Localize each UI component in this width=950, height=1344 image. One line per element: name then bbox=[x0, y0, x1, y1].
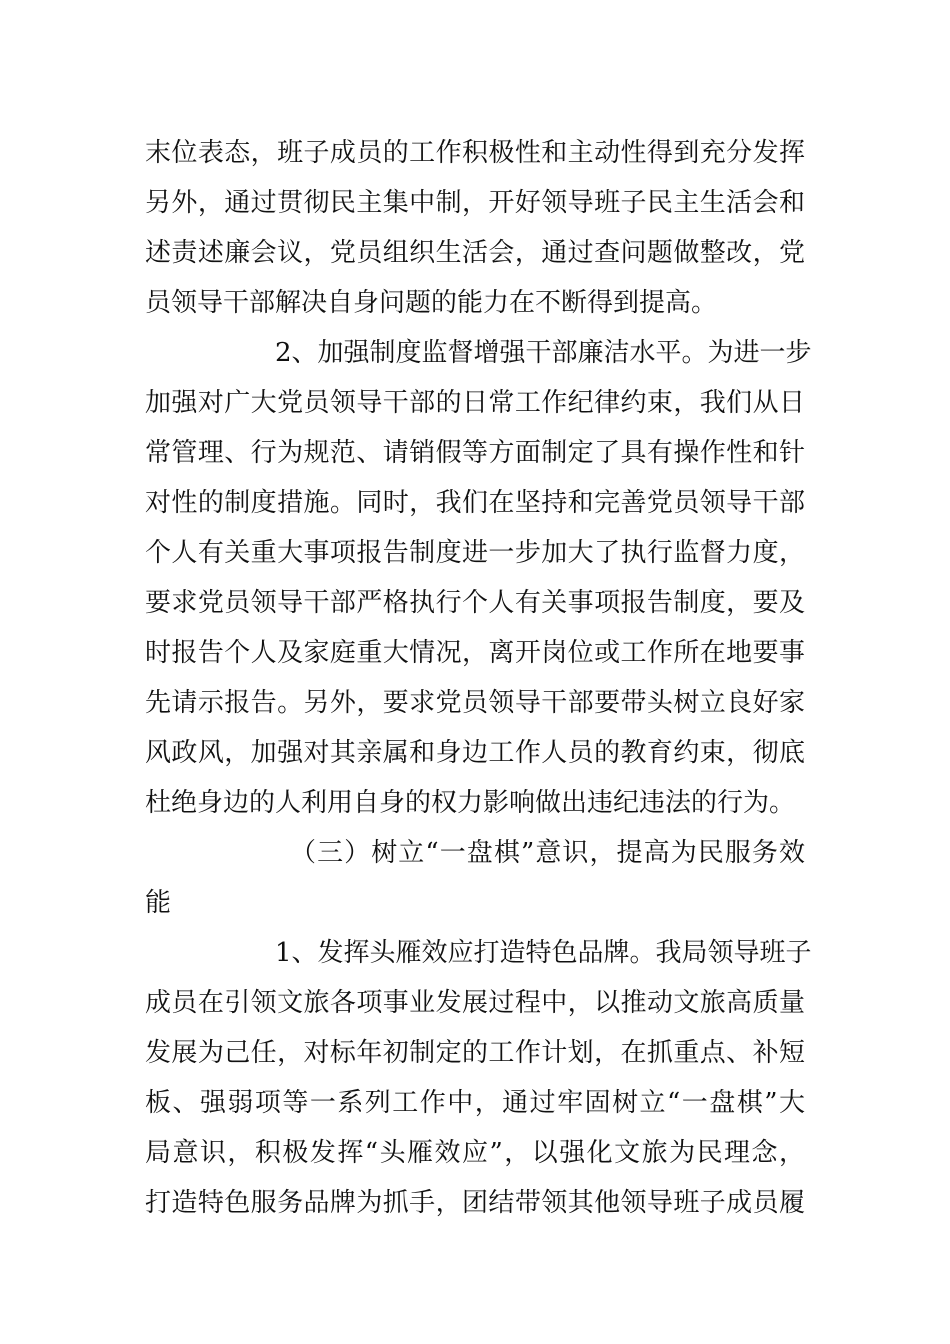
body-text-line: 杜绝身边的人利用自身的权力影响做出违纪违法的行为。 bbox=[145, 788, 796, 818]
body-text-line: 时报告个人及家庭重大情况，离开岗位或工作所在地要事 bbox=[145, 638, 805, 668]
section-heading-line: （三）树立“一盘棋”意识，提高为民服务效 bbox=[290, 838, 805, 868]
section-heading-line: 能 bbox=[145, 888, 172, 918]
body-text-line: 另外，通过贯彻民主集中制，开好领导班子民主生活会和 bbox=[145, 188, 805, 218]
body-text-line: 对性的制度措施。同时，我们在坚持和完善党员领导干部 bbox=[145, 488, 805, 518]
body-text-line: 成员在引领文旅各项事业发展过程中，以推动文旅高质量 bbox=[145, 988, 805, 1018]
body-text-line: 风政风，加强对其亲属和身边工作人员的教育约束，彻底 bbox=[145, 738, 805, 768]
body-text-line: 常管理、行为规范、请销假等方面制定了具有操作性和针 bbox=[145, 438, 805, 468]
body-text-line: 末位表态，班子成员的工作积极性和主动性得到充分发挥 bbox=[145, 138, 805, 168]
subsection-heading-line: 1、发挥头雁效应打造特色品牌。我局领导班子 bbox=[275, 938, 812, 968]
body-text-line: 个人有关重大事项报告制度进一步加大了执行监督力度， bbox=[145, 538, 805, 568]
body-text-line: 先请示报告。另外，要求党员领导干部要带头树立良好家 bbox=[145, 688, 805, 718]
body-text-line: 局意识，积极发挥“头雁效应”，以强化文旅为民理念， bbox=[145, 1138, 805, 1168]
body-text-line: 要求党员领导干部严格执行个人有关事项报告制度，要及 bbox=[145, 588, 805, 618]
body-text-line: 述责述廉会议，党员组织生活会，通过查问题做整改，党 bbox=[145, 238, 805, 268]
body-text-line: 员领导干部解决自身问题的能力在不断得到提高。 bbox=[145, 288, 718, 318]
body-text-line: 打造特色服务品牌为抓手，团结带领其他领导班子成员履 bbox=[145, 1188, 805, 1218]
subsection-heading-line: 2、加强制度监督增强干部廉洁水平。为进一步 bbox=[275, 338, 812, 368]
body-text-line: 板、强弱项等一系列工作中，通过牢固树立“一盘棋”大 bbox=[145, 1088, 805, 1118]
body-text-line: 加强对广大党员领导干部的日常工作纪律约束，我们从日 bbox=[145, 388, 805, 418]
body-text-line: 发展为己任，对标年初制定的工作计划，在抓重点、补短 bbox=[145, 1038, 805, 1068]
